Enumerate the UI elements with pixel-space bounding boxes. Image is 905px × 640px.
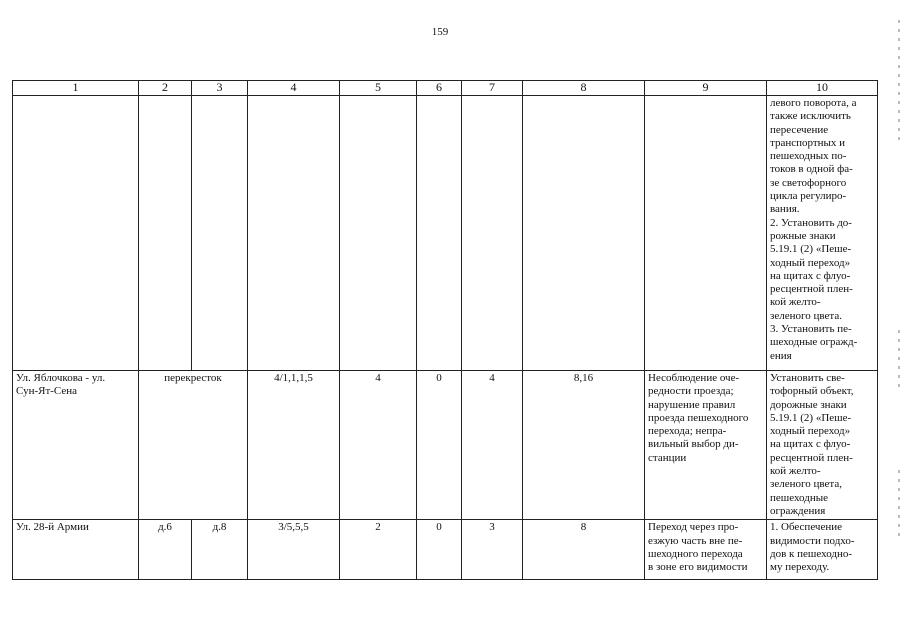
cell: 4/1,1,1,5 xyxy=(248,371,340,520)
location-cell: Ул. Яблочкова - ул. Сун-Ят-Сена xyxy=(13,371,139,520)
column-header: 7 xyxy=(462,81,523,96)
measures-cell: 1. Обеспечение видимости подхо- дов к пешеходно- му переходу. xyxy=(767,520,878,580)
scan-edge-mark xyxy=(898,20,900,140)
cell xyxy=(417,96,462,371)
cell: 2 xyxy=(340,520,417,580)
cell: 0 xyxy=(417,520,462,580)
location-cell: Ул. 28-й Армии xyxy=(13,520,139,580)
table-row xyxy=(13,96,878,371)
cause-cell xyxy=(645,96,767,371)
cause-cell: Несоблюдение оче- редности проезда; нарушение правил проезда пешеходного перехода; непра- вильный выбор ди- станции xyxy=(645,371,767,520)
table-row xyxy=(13,371,878,520)
column-header: 6 xyxy=(417,81,462,96)
scan-edge-mark xyxy=(898,470,900,540)
cell xyxy=(248,96,340,371)
column-header: 8 xyxy=(523,81,645,96)
header-row xyxy=(13,81,878,96)
column-header: 2 xyxy=(139,81,192,96)
column-header: 1 xyxy=(13,81,139,96)
measures-cell: левого поворота, а также исключить пересечение транспортных и пешеходных по- токов в одной фа- зе светофорного цикла регулиро- вания. 2. Установить до- рожные знаки 5.19.1 (2) «Пеше- ходный переход» на щитах с флуо- ресцентной плен- кой желто- зеленого цвета. 3. Установить пе- шеходные огражд- ения xyxy=(767,96,878,371)
cell: 3 xyxy=(462,520,523,580)
column-header: 4 xyxy=(248,81,340,96)
cell: 3/5,5,5 xyxy=(248,520,340,580)
cell xyxy=(340,96,417,371)
cell: 4 xyxy=(462,371,523,520)
column-header: 5 xyxy=(340,81,417,96)
place-type-cell: перекресток xyxy=(139,371,248,520)
scan-edge-mark xyxy=(898,330,900,390)
cell xyxy=(523,96,645,371)
cause-cell: Переход через про- езжую часть вне пе- шеходного перехода в зоне его видимости xyxy=(645,520,767,580)
column-header: 9 xyxy=(645,81,767,96)
cell: 8 xyxy=(523,520,645,580)
measures-cell: Установить све- тофорный объект, дорожные знаки 5.19.1 (2) «Пеше- ходный переход» на щитах с флуо- ресцентной плен- кой желто- зеленого цвета, пешеходные ограждения xyxy=(767,371,878,520)
cell: д.8 xyxy=(192,520,248,580)
page-number: 159 xyxy=(431,26,449,38)
cell: д.6 xyxy=(139,520,192,580)
column-header: 3 xyxy=(192,81,248,96)
cell: 4 xyxy=(340,371,417,520)
table-row xyxy=(13,520,878,580)
data-table xyxy=(12,80,878,580)
cell xyxy=(192,96,248,371)
column-header: 10 xyxy=(767,81,878,96)
cell: 8,16 xyxy=(523,371,645,520)
cell xyxy=(462,96,523,371)
cell xyxy=(139,96,192,371)
location-cell xyxy=(13,96,139,371)
cell: 0 xyxy=(417,371,462,520)
